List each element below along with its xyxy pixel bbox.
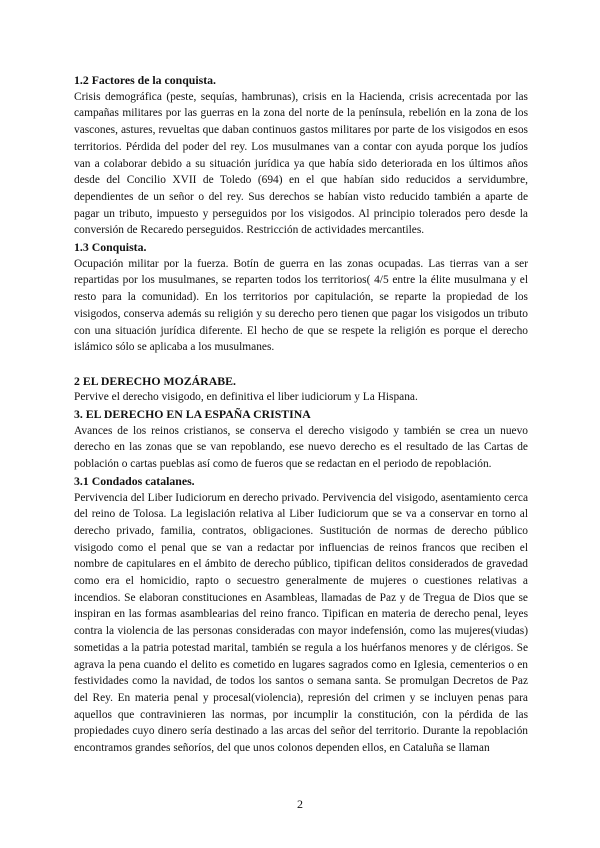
section-heading-conquista: 1.3 Conquista.: [74, 240, 147, 255]
section-text-factores: Crisis demográfica (peste, sequías, hambrunas), crisis en la Hacienda, crisis acrecentada por las campañas militares por las guerras en la zona del norte de la península, rebelión en la zona de los vascones, astures, revueltas que daban continuos gastos militares por parte de los visigodos en esos territorios. Pérdida del poder del rey. Los musulmanes van a contar con ayuda porque los judíos van a colaborar debido a su situación jurídica ya que había sido deteriorada en los últimos años desde del Concilio XVII de Toledo (694) en el que habían sido reducidos a servidumbre, dependientes de un señor o del rey. Sus derechos se habían visto reducido también a aparte de pagar un tributo, impuesto y perseguidos por los visigodos. Al principio tolerados pero desde la conversión de Recaredo perseguidos. Restricción de actividades mercantiles.: [74, 90, 528, 237]
section-heading-espana-cristina: 3. EL DERECHO EN LA ESPAÑA CRISTINA: [74, 407, 311, 422]
section-text-condados-catalanes: Pervivencia del Liber Iudiciorum en derecho privado. Pervivencia del visigodo, asentamiento cerca del reino de Tolosa. La legislación relativa al Liber Iudiciorum que se va a conservar en torno al derecho privado, familia, contratos, obligaciones. Sustitución de normas de derecho público visigodo como el penal que se van a redactar por influencias de reinos francos que reciben el nombre de capitulares en el ámbito de derecho público, tipifican delitos considerados de gravedad como era el homicidio, rapto o secuestro generalmente de mujeres o cuestiones relativas a incendios. Se elaboran constituciones en Asambleas, llamadas de Paz y de Tregua de Dios que se inspiran en las formas asamblearias del reino franco. Tipifican en materia de derecho penal, leyes contra la violencia de las personas consideradas con mayor indefensión, como las mujeres(viudas) sometidas a la patria potestad marital, también se regula a los huérfanos menores y de clérigos. Se agrava la pena cuando el delito es cometido en lugares sagrados como en Iglesia, cementerios o en festividades como la navidad, de todos los santos o semana santa. Se promulgan Decretos de Paz del Rey. En materia penal y procesal(violencia), represión del crimen y se incluyen penas para aquellos que contravinieren las normas, por incumplir la constitución, con la pérdida de las propiedades cuyo dinero sería destinado a las arcas del señor del territorio. Durante la repoblación encontramos grandes señoríos, del que unos colonos dependen ellos, en Cataluña se llaman: [74, 491, 528, 755]
paragraph-spacer: [74, 356, 528, 373]
section-text-mozarabe: Pervive el derecho visigodo, en definitiva el liber iudiciorum y La Hispana.: [74, 391, 418, 404]
document-body: [74, 72, 528, 757]
section-heading-mozarabe: 2 EL DERECHO MOZÁRABE.: [74, 373, 236, 388]
section-heading-condados-catalanes: 3.1 Condados catalanes.: [74, 473, 195, 488]
section-text-conquista: Ocupación militar por la fuerza. Botín de guerra en las zonas ocupadas. Las tierras van a ser repartidas por los musulmanes, se reparten todos los territorios( 4/5 entre la élite musulmana y el resto para la comunidad). En los territorios por capitulación, se reparte la propiedad de los visigodos, conserva además su religión y su derecho pero tienen que pagar los visigodos un tributo con una situación jurídica diferente. El hecho de que se respete la religión es porque el derecho islámico sólo se aplicaba a los musulmanes.: [74, 257, 528, 354]
section-heading-factores: 1.2 Factores de la conquista.: [74, 73, 216, 87]
page-number: 2: [297, 797, 303, 811]
section-text-espana-cristina: Avances de los reinos cristianos, se conserva el derecho visigodo y también se crea un nuevo derecho en las zonas que se van repoblando, ese nuevo derecho es el resultado de las Cartas de población o cartas pueblas así como de fueros que se redactan en el periodo de repoblación.: [74, 424, 528, 471]
